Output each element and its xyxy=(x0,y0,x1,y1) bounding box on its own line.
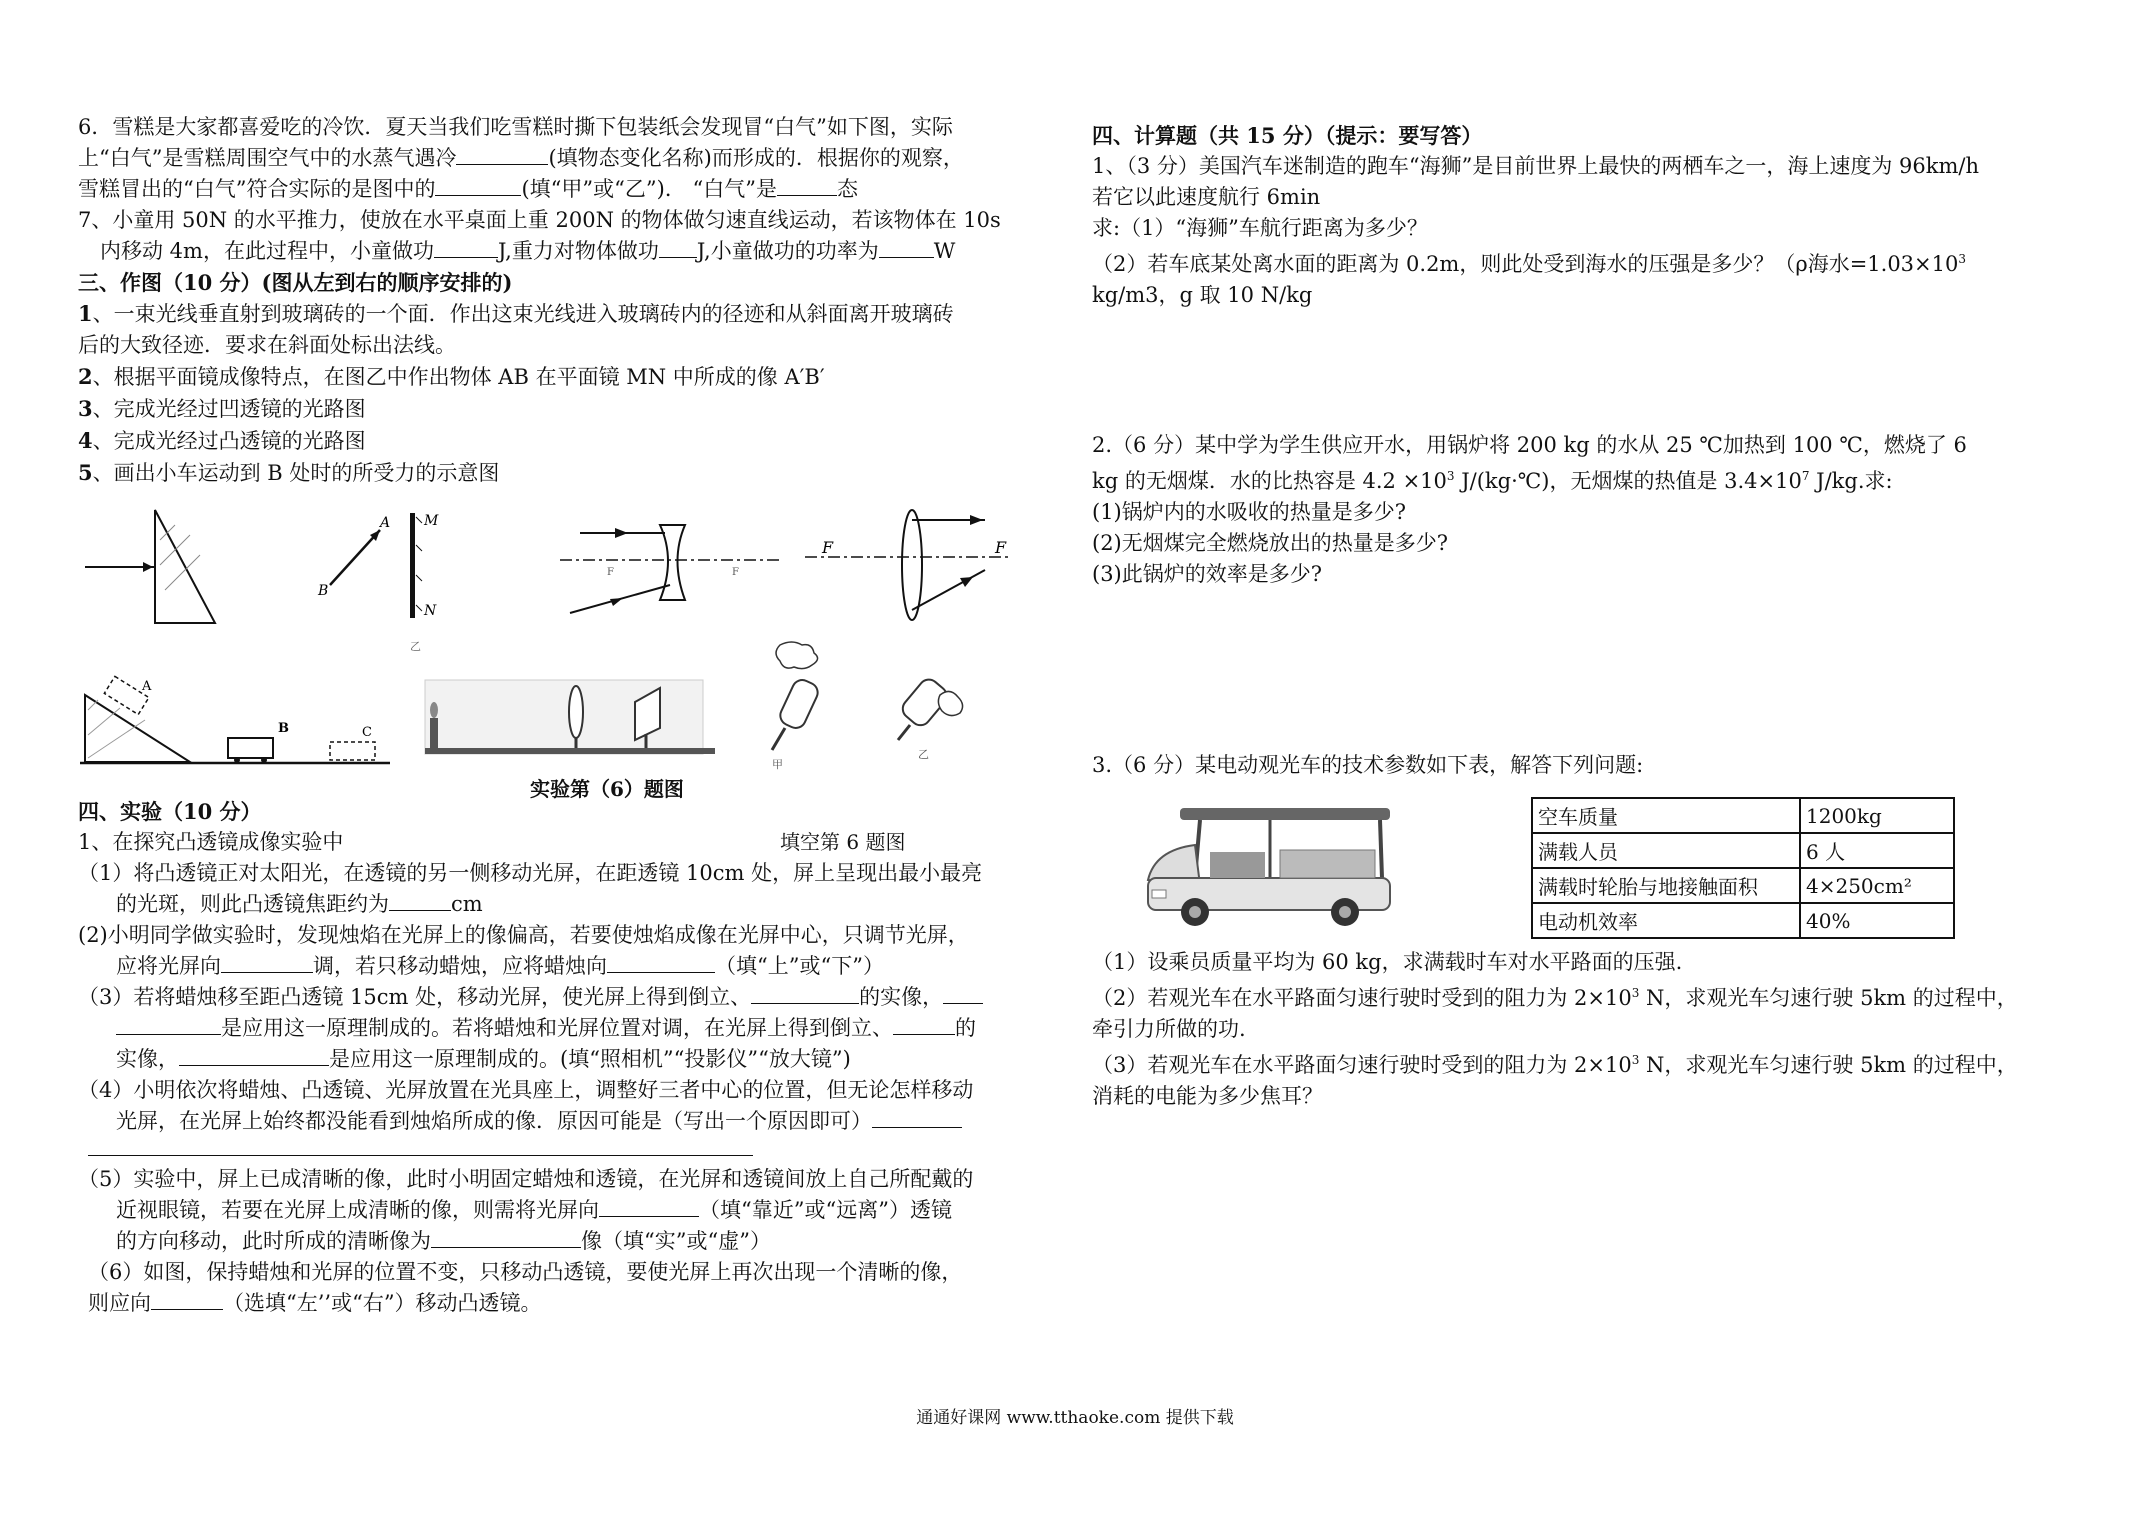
exp-line: 近视眼镜，若要在光屏上成清晰的像，则需将光屏向 （填“靠近”或“远离”）透镜 xyxy=(116,1198,952,1222)
label-C: C xyxy=(362,725,372,740)
table-cell: 4×250cm² xyxy=(1800,868,1954,903)
table-cell: 6 人 xyxy=(1800,833,1954,868)
table-row xyxy=(1532,868,1954,903)
answer-blank[interactable] xyxy=(179,1045,329,1066)
label-F: F xyxy=(822,538,834,557)
exp-line: （6）如图，保持蜡烛和光屏的位置不变，只移动凸透镜，要使光屏上再次出现一个清晰的像， xyxy=(88,1260,963,1284)
table-cell: 空车质量 xyxy=(1532,798,1800,833)
answer-blank[interactable] xyxy=(879,237,934,258)
calc-q3-line: （3）若观光车在水平路面匀速行驶时受到的阻力为 $2\times 10^3$ N，求观光车匀速行驶 5km 的过程中， xyxy=(1092,1053,2018,1077)
answer-blank[interactable] xyxy=(751,983,859,1004)
calc-q3-line: 牵引力所做的功. xyxy=(1092,1017,1246,1041)
answer-blank[interactable] xyxy=(389,890,451,911)
experiment-section xyxy=(78,796,1013,1319)
caption-experiment-6: 实验第（6）题图 xyxy=(530,777,684,801)
answer-blank[interactable] xyxy=(221,952,313,973)
ice-cream-yi-figure xyxy=(898,676,963,761)
label-F: F xyxy=(995,538,1007,557)
label-yi: 乙 xyxy=(410,640,421,653)
diagram-row-1 xyxy=(80,505,1030,655)
exp-line: （3）若将蜡烛移至距凸透镜 15cm 处，移动光屏，使光屏上得到倒立、 的实像， xyxy=(78,982,1013,1013)
exp-line: 的光斑，则此凸透镜焦距约为 cm xyxy=(116,892,483,916)
sec3-item: 4、完成光经过凸透镜的光路图 xyxy=(78,428,366,453)
sec3-item: 后的大致径迹．要求在斜面处标出法线。 xyxy=(78,333,456,357)
label-jia: 甲 xyxy=(772,758,783,770)
calc-q1-line: 若它以此速度航行 6min xyxy=(1092,185,1321,209)
label-B: B xyxy=(318,583,329,599)
calc-q3-intro xyxy=(1092,750,2052,781)
answer-blank[interactable] xyxy=(777,175,837,196)
exp-line: 的方向移动，此时所成的清晰像为 像（填“实”或“虚”） xyxy=(116,1229,771,1253)
exp-line: 应将光屏向 调，若只移动蜡烛，应将蜡烛向 （填“上”或“下”） xyxy=(116,954,884,978)
calc-q3-line: 3.（6 分）某电动观光车的技术参数如下表，解答下列问题: xyxy=(1092,753,1644,777)
table-cell: 40% xyxy=(1800,903,1954,938)
q6-line3: 雪糕冒出的“白气”符合实际的是图中的 (填“甲”或“乙”)． “白气”是 态 xyxy=(78,177,858,201)
answer-blank[interactable] xyxy=(659,237,697,258)
spec-table xyxy=(1531,797,1955,939)
calc-q1-line: 1、（3 分）美国汽车迷制造的跑车“海狮”是目前世界上最快的两栖车之一，海上速度为 96km/h xyxy=(1092,154,1980,178)
calc-q2-line: (3)此锅炉的效率是多少? xyxy=(1092,562,1323,586)
section3-heading: 三、作图（10 分）(图从左到右的顺序安排的) xyxy=(78,270,513,295)
answer-blank[interactable] xyxy=(943,983,983,1004)
sightseeing-car-image xyxy=(1140,790,1400,935)
label-F: F xyxy=(732,567,739,578)
answer-line[interactable] xyxy=(88,1137,753,1156)
label-N: N xyxy=(424,603,437,619)
answer-blank[interactable] xyxy=(893,1014,955,1035)
table-row xyxy=(1532,833,1954,868)
calc-q3-line: （2）若观光车在水平路面匀速行驶时受到的阻力为 $2\times 10^3$ N，求观光车匀速行驶 5km 的过程中， xyxy=(1092,986,2018,1010)
q7-line1: 7、小童用 50N 的水平推力，使放在水平桌面上重 200N 的物体做匀速直线运动，若该物体在 10s xyxy=(78,208,1001,232)
label-A: A xyxy=(142,679,152,694)
q6-line2: 上“白气”是雪糕周围空气中的水蒸气遇冷 (填物态变化名称)而形成的．根据你的观察， xyxy=(78,146,964,170)
label-F: F xyxy=(607,567,614,578)
answer-blank[interactable] xyxy=(435,175,521,196)
right-column xyxy=(1092,120,2052,311)
exp-line: （5）实验中，屏上已成清晰的像，此时小明固定蜡烛和透镜，在光屏和透镜间放上自己所配戴的 xyxy=(78,1167,974,1191)
exp-line: (2)小明同学做实验时，发现烛焰在光屏上的像偏高，若要使烛焰成像在光屏中心，只调节光屏， xyxy=(78,923,969,947)
calc-q1-line: kg/m3，g 取 10 N/kg xyxy=(1092,283,1313,307)
exp-line: 是应用这一原理制成的。若将蜡烛和光屏位置对调，在光屏上得到倒立、 的 xyxy=(78,1013,1013,1044)
answer-blank[interactable] xyxy=(116,1014,221,1035)
calc-q2 xyxy=(1092,430,2052,590)
exp-line: （1）将凸透镜正对太阳光，在透镜的另一侧移动光屏，在距透镜 10cm 处，屏上呈现出最小最亮 xyxy=(78,861,983,885)
table-cell: 1200kg xyxy=(1800,798,1954,833)
exp-intro: 1、在探究凸透镜成像实验中 xyxy=(78,830,344,854)
calc-q3 xyxy=(1092,947,2052,1112)
calc-heading: 四、计算题（共 15 分）（提示：要写答） xyxy=(1092,123,1483,148)
q7-line2: 内移动 4m，在此过程中，小童做功 J,重力对物体做功 J,小童做功的功率为 W xyxy=(100,239,956,263)
caption-fill-6: 填空第 6 题图 xyxy=(780,830,906,854)
table-cell: 电动机效率 xyxy=(1532,903,1800,938)
exp-line: 实像， 是应用这一原理制成的。(填“照相机”“投影仪”“放大镜”) xyxy=(116,1047,851,1071)
optical-bench-figure xyxy=(425,680,715,754)
sec3-item: 5、画出小车运动到 B 处时的所受力的示意图 xyxy=(78,460,500,485)
exp-line: （4）小明依次将蜡烛、凸透镜、光屏放置在光具座上，调整好三者中心的位置，但无论怎样移动 xyxy=(78,1078,974,1102)
calc-q3-line: 消耗的电能为多少焦耳？ xyxy=(1092,1084,1323,1108)
calc-q2-line: (1)锅炉内的水吸收的热量是多少? xyxy=(1092,500,1407,524)
sec3-item: 3、完成光经过凹透镜的光路图 xyxy=(78,396,366,421)
sec3-item: 2、根据平面镜成像特点，在图乙中作出物体 AB 在平面镜 MN 中所成的像 A′B′ xyxy=(78,364,825,389)
calc-q2-line: kg 的无烟煤．水的比热容是 $4.2 \times 10^3$ J/(kg·℃)，无烟煤的热值是 $3.4\times 10^7$ J/kg.求: xyxy=(1092,469,1893,493)
glass-brick-figure xyxy=(85,510,215,623)
table-cell: 满载时轮胎与地接触面积 xyxy=(1532,868,1800,903)
calc-q3-line: （1）设乘员质量平均为 60 kg，求满载时车对水平路面的压强. xyxy=(1092,950,1683,974)
concave-lens-figure xyxy=(560,525,780,613)
table-row xyxy=(1532,798,1954,833)
table-cell: 满载人员 xyxy=(1532,833,1800,868)
calc-q2-line: (2)无烟煤完全燃烧放出的热量是多少? xyxy=(1092,531,1449,555)
cart-slope-figure xyxy=(80,676,390,763)
ice-cream-jia-figure xyxy=(772,642,821,770)
label-A: A xyxy=(380,515,391,531)
calc-q1-line: 求:（1）“海狮”车航行距离为多少？ xyxy=(1092,216,1428,240)
diagram-row-2 xyxy=(80,640,1030,770)
left-column xyxy=(78,112,1013,489)
label-yi: 乙 xyxy=(918,748,929,761)
exp-line: 光屏，在光屏上始终都没能看到烛焰所成的像．原因可能是（写出一个原因即可） xyxy=(78,1106,1013,1137)
answer-blank[interactable] xyxy=(607,952,715,973)
answer-blank[interactable] xyxy=(434,237,498,258)
answer-blank[interactable] xyxy=(456,144,548,165)
answer-blank[interactable] xyxy=(151,1289,223,1310)
label-M: M xyxy=(424,513,439,529)
label-B: B xyxy=(278,721,289,736)
convex-lens-figure xyxy=(805,510,1010,620)
section4-heading: 四、实验（10 分） xyxy=(78,799,262,824)
footer: 通通好课网 www.tthaoke.com 提供下载 xyxy=(916,1408,1234,1428)
answer-blank[interactable] xyxy=(431,1227,581,1248)
table-row xyxy=(1532,903,1954,938)
answer-blank[interactable] xyxy=(872,1107,962,1128)
plane-mirror-figure xyxy=(317,513,439,653)
sec3-item: 1、一束光线垂直射到玻璃砖的一个面．作出这束光线进入玻璃砖内的径迹和从斜面离开玻璃砖 xyxy=(78,301,954,326)
calc-q1-line: （2）若车底某处离水面的距离为 0.2m，则此处受到海水的压强是多少？（ρ海水$=1.03\times 10^3$ xyxy=(1092,252,1967,276)
calc-q2-line: 2.（6 分）某中学为学生供应开水，用锅炉将 200 kg 的水从 25 ℃加热到 100 ℃，燃烧了 6 xyxy=(1092,433,1967,457)
answer-blank[interactable] xyxy=(599,1196,699,1217)
exp-line: 则应向 （选填“左’’或“右”）移动凸透镜。 xyxy=(88,1291,542,1315)
q6-line1: 6．雪糕是大家都喜爱吃的冷饮．夏天当我们吃雪糕时撕下包装纸会发现冒“白气”如下图，实际 xyxy=(78,115,953,139)
